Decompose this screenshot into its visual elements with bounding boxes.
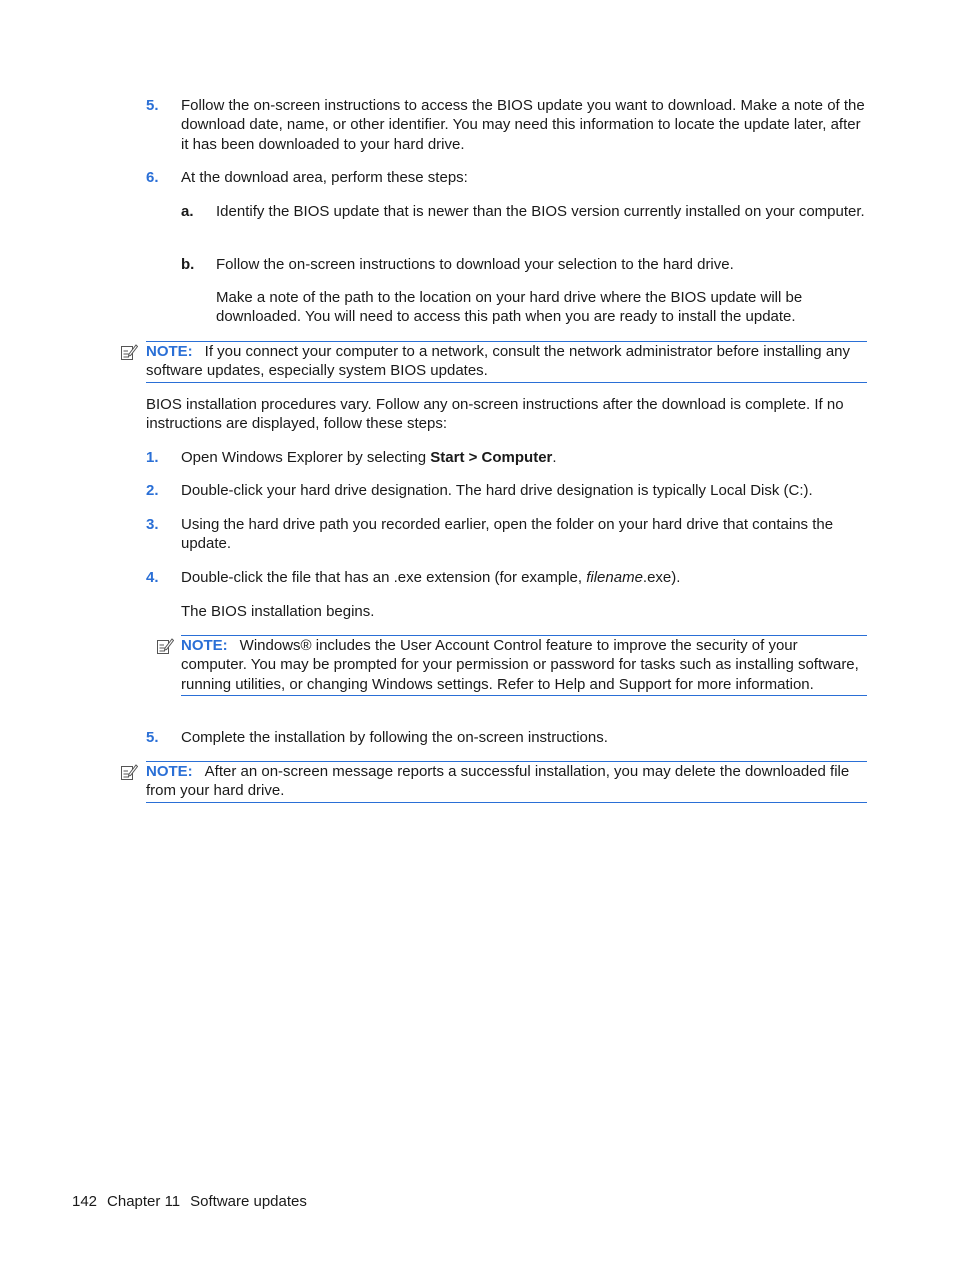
step-text: Complete the installation by following the on-screen instructions. [181,729,608,746]
note-text: After an on-screen message reports a successful installation, you may delete the downloaded file from your hard drive. [146,763,850,800]
step-text: Using the hard drive path you recorded earlier, open the folder on your hard drive that contains the update. [181,516,834,553]
note-label: NOTE: [181,637,228,654]
step-paragraph: The BIOS installation begins. [181,603,375,620]
step-number: 3. [146,516,159,533]
step-number: 1. [146,449,159,466]
step-text: Double-click your hard drive designation. The hard drive designation is typically Local Disk (C:). [181,482,813,499]
note-pencil-icon [120,343,138,361]
note-box [181,635,867,696]
step-text [181,448,868,467]
step-number: 2. [146,482,159,499]
note-label: NOTE: [146,763,193,780]
page-footer [72,1193,317,1210]
step-number: 4. [146,569,159,586]
step-text: At the download area, perform these steps: [181,169,468,186]
step-number: 5. [146,729,159,746]
note-pencil-icon [156,637,174,655]
chapter-label: Chapter 11 [107,1193,181,1210]
substep-label: b. [181,256,195,273]
intro-paragraph: BIOS installation procedures vary. Follow any on-screen instructions after the download is complete. If no instructions are displayed, follow these steps: [146,396,844,433]
step-text-part: Double-click the file that has an .exe extension (for example, [181,569,587,586]
note-text: If you connect your computer to a network, consult the network administrator before installing any software updates, especially system BIOS updates. [146,343,851,380]
filename-placeholder: filename [586,569,643,586]
substep-label: a. [181,203,194,220]
note-label: NOTE: [146,343,193,360]
menu-path: Start > Computer [430,449,553,466]
substep-paragraph: Make a note of the path to the location on your hard drive where the BIOS update will be downloaded. You will need to access this path when you are ready to install the update. [216,289,803,326]
step-text [181,568,868,587]
chapter-title: Software updates [190,1193,307,1210]
substep-text: Identify the BIOS update that is newer than the BIOS version currently installed on your computer. [216,203,865,220]
page-number: 142 [72,1193,98,1210]
step-text: Follow the on-screen instructions to access the BIOS update you want to download. Make a note of the download date, name, or other identifier. You may need this information to locate the update later, after it has been downloaded to your hard drive. [181,97,865,153]
step-text-part: Open Windows Explorer by selecting [181,449,431,466]
step-number: 6. [146,169,159,186]
note-text: Windows® includes the User Account Control feature to improve the security of your computer. You may be prompted for your permission or password for tasks such as installing software, running utilities, or changing Windows settings. Refer to Help and Support for more information. [181,637,859,693]
step-text-part: .exe). [642,569,681,586]
note-box [146,341,867,383]
substep-text: Follow the on-screen instructions to download your selection to the hard drive. [216,256,734,273]
step-text-part: . [552,449,557,466]
note-box [146,761,867,803]
note-pencil-icon [120,763,138,781]
step-number: 5. [146,97,159,114]
